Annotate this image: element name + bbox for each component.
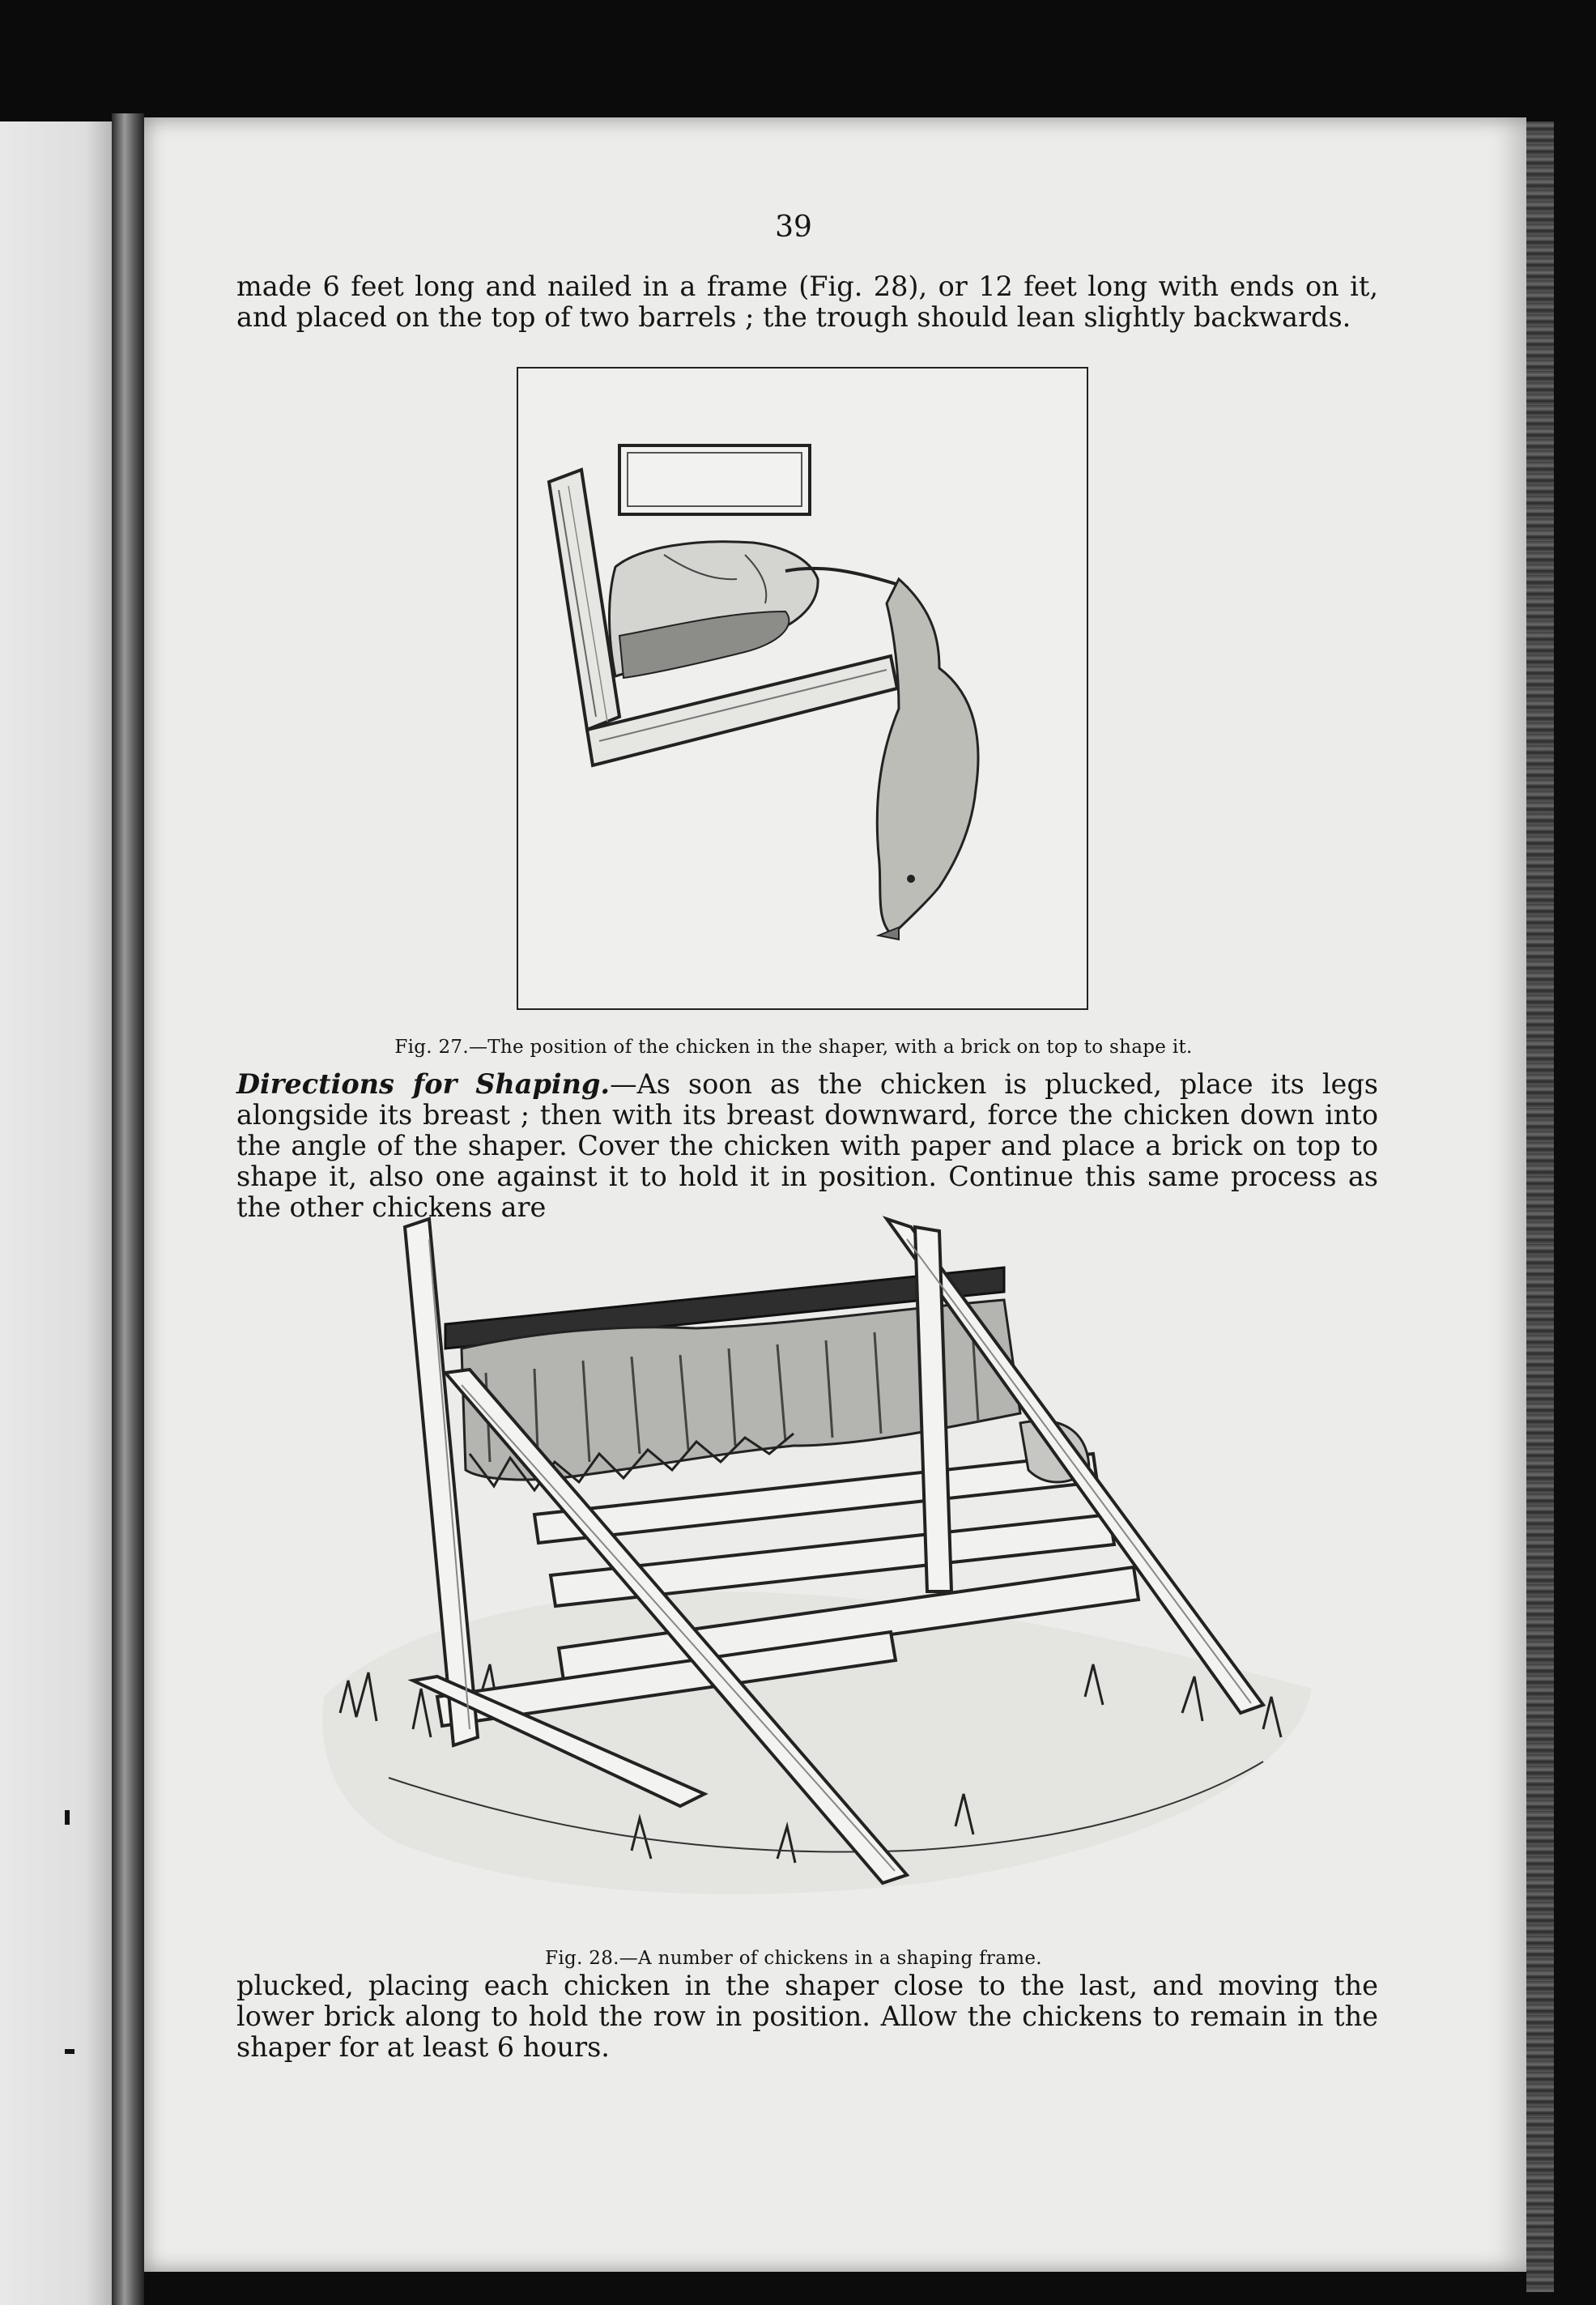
paragraph-mid-text: —As soon as the chicken is plucked, place its legs alongside its breast ; then with its breast downward, force the chicken down into the angle of the shaper. Cover the chicken with paper and place a brick on top to shape it, also one against it to hold it in position. Continue this same process as the other chickens are — [236, 1068, 1378, 1223]
section-heading: Directions for Shaping. — [236, 1068, 611, 1100]
margin-mark — [65, 2049, 74, 2054]
paragraph-top: made 6 feet long and nailed in a frame (Fig. 28), or 12 feet long with ends on it, and placed on the top of two barrels ; the trough should lean slightly backwards. — [236, 271, 1378, 333]
shaping-frame-drawing — [292, 1211, 1336, 1924]
paragraph-shaping-directions — [236, 1069, 1378, 1223]
margin-mark — [65, 1810, 70, 1825]
figure-28-illustration — [292, 1211, 1336, 1924]
facing-page-edge — [0, 121, 121, 2305]
scan-background-top — [0, 0, 1596, 121]
paragraph-bottom: plucked, placing each chicken in the shaper close to the last, and moving the lower brick along to hold the row in position. Allow the chickens to remain in the shaper for at least 6 hours. — [236, 1970, 1378, 2063]
page-number: 39 — [775, 211, 812, 244]
figure-27-caption: Fig. 27.—The position of the chicken in the shaper, with a brick on top to shape it. — [394, 1037, 1193, 1058]
page-edges-right — [1526, 121, 1554, 2292]
figure-27-illustration — [517, 367, 1088, 1010]
chicken-in-shaper-drawing — [518, 369, 1087, 1008]
figure-28-caption: Fig. 28.—A number of chickens in a shaping frame. — [545, 1948, 1042, 1969]
book-spine — [112, 113, 144, 2305]
